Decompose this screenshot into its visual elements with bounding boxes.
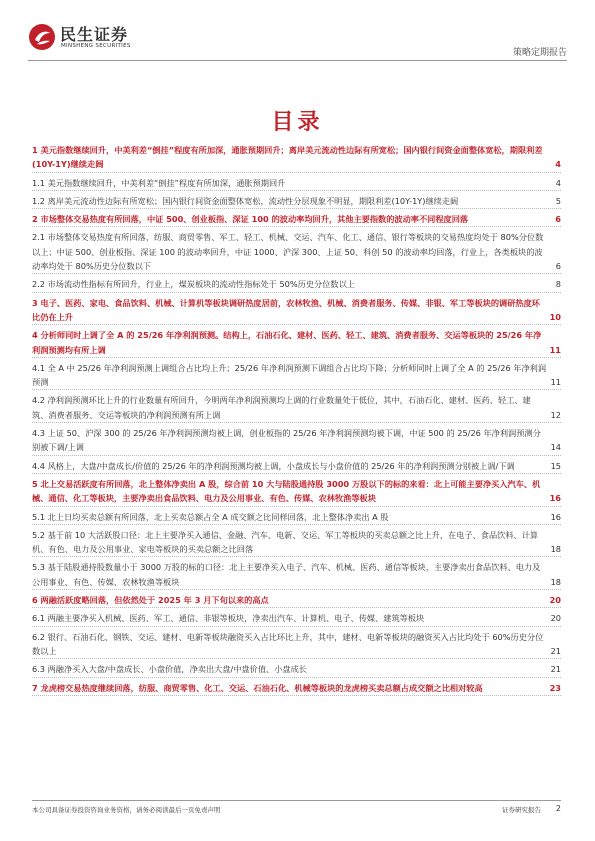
toc-entry-page: 20 <box>550 613 561 624</box>
toc-entry-title: 4.4 风格上，大盘/中盘成长/价值的 25/26 年的净利润预测均被上调，小盘成长与小盘价值的 25/26 年的净利润预测分别被上调/下调 <box>32 460 515 471</box>
logo-chinese-name: 民生证券 <box>60 25 129 44</box>
toc-section-entry[interactable] <box>32 477 561 507</box>
toc-entry-page: 4 <box>555 177 561 188</box>
toc-entry-title: 4 分析师同时上调了全 A 的 25/26 年净利润预测。结构上，石油石化、建材、医药、轻工、建筑、消费者服务、交运等板块的 25/26 年净利润预测均有所上调 <box>32 330 542 355</box>
toc-entry-page: 21 <box>550 664 561 675</box>
toc-entry-title: 5.2 基于前 10 大活跃股口径：北上主要净买入通信、金融、汽车、电新、交运、军工等板块的买卖总额之比上升，在电子、食品饮料、计算机、有色、电力及公用事业、家电等板块的买卖总额之比回落 <box>32 529 539 555</box>
footer-label: 证券研究报告 <box>502 806 541 814</box>
toc-subsection-entry[interactable] <box>32 510 561 525</box>
toc-subsection-entry[interactable] <box>32 528 561 558</box>
toc-entry-page: 21 <box>550 645 561 656</box>
header-divider <box>28 60 567 61</box>
toc-entry-title: 6.1 两融主要净买入机械、医药、军工、通信、非银等板块，净卖出汽车、计算机、电子、传媒、建筑等板块 <box>32 613 425 624</box>
toc-subsection-entry[interactable] <box>32 459 561 474</box>
toc-entry-page: 6 <box>555 261 561 272</box>
toc-entry-page: 11 <box>550 377 561 388</box>
toc-section-entry[interactable] <box>32 681 561 696</box>
toc-entry-page: 10 <box>549 311 561 322</box>
page-header <box>28 20 567 60</box>
toc-entry-page: 16 <box>549 493 561 504</box>
toc-entry-title: 5.3 基于陆股通持股数量小于 3000 万股的标的口径：北上主要净买入电子、汽车、机械、医药、通信等板块，主要净卖出食品饮料、电力及公用事业、有色、传媒、农林牧渔等板块 <box>32 562 541 587</box>
toc-entry-title: 4.2 净利润预测环比上升的行业数量有所回升，今明两年净利润预测均上调的行业数量处于低位，其中，石油石化、建材、医药、轻工、建筑、消费者服务、交运等板块的净利润预测有所上调 <box>32 395 531 420</box>
toc-entry-page: 8 <box>555 279 561 290</box>
page-title: 目录 <box>271 110 324 135</box>
toc-entry-title: 6.3 两融净买入大盘/中盘成长、小盘价值，净卖出大盘/中盘价值、小盘成长 <box>32 664 307 675</box>
logo-english-name: MINSHENG SECURITIES <box>61 43 131 49</box>
toc-section-entry[interactable] <box>32 143 561 173</box>
toc-subsection-entry[interactable] <box>32 176 561 191</box>
toc-entry-title: 7 龙虎榜交易热度继续回落，纺服、商贸零售、化工、交运、石油石化、机械等板块的龙虎榜买卖总额占成交额之比相对较高 <box>32 682 483 693</box>
toc-subsection-entry[interactable] <box>32 277 561 292</box>
toc-entry-title: 3 电子、医药、家电、食品饮料、机械、计算机等板块调研热度居前，农林牧渔、机械、消费者服务、传媒、非银、军工等板块的调研热度环比仍在上升 <box>32 297 540 322</box>
toc-entry-page: 16 <box>550 511 561 522</box>
toc-entry-title: 1 美元指数继续回升，中美利差“倒挂”程度有所加深，通胀预期回升；离岸美元流动性边际有所宽松；国内银行间资金面整体宽松，期限利差(10Y-1Y)继续走阔 <box>32 145 543 170</box>
toc-section-entry[interactable] <box>32 212 561 227</box>
table-of-contents <box>32 143 561 699</box>
toc-entry-title: 2.2 市场流动性指标有所回升，行业上，煤炭板块的流动性指标处于 50%历史分位数以上 <box>32 279 355 290</box>
toc-entry-title: 1.2 离岸美元流动性边际有所宽松；国内银行间资金面整体宽松，流动性分层现象不明显，期限利差(10Y-1Y)继续走阔 <box>32 195 459 206</box>
toc-entry-title: 6.2 银行、石油石化、钢铁、交运、建材、电新等板块融资买入占比环比上升，其中，建材、电新等板块的融资买入占比均处于 60%历史分位数以上 <box>32 631 544 656</box>
toc-entry-page: 6 <box>555 214 561 225</box>
toc-entry-page: 18 <box>550 576 561 587</box>
footer-disclaimer: 本公司具备证券投资咨询业务资格，请务必阅读最后一页免责声明 <box>32 806 221 814</box>
toc-section-entry[interactable] <box>32 593 561 608</box>
toc-subsection-entry[interactable] <box>32 662 561 677</box>
toc-entry-title: 2 市场整体交易热度有所回落，中证 500、创业板指、深证 100 的波动率均回升，其他主要指数的波动率不同程度回落 <box>32 214 469 225</box>
toc-entry-page: 15 <box>550 460 561 471</box>
toc-subsection-entry[interactable] <box>32 426 561 456</box>
toc-entry-title: 2.1 市场整体交易热度有所回落，纺服、商贸零售、军工、轻工、机械、交运、汽车、化工、通信、银行等板块的交易热度均处于 80%分位数以上；中证 500、创业板指、深证 100 的波动率回升，中证 1000、沪深 300、上证 50、科创 50 的波动率均回落，行业上，各类板块的波动率均处于 80%历史分位数以下 <box>32 232 544 272</box>
toc-entry-title: 1.1 美元指数继续回升，中美利差“倒挂”程度有所加深，通胀预期回升 <box>32 177 286 188</box>
toc-entry-page: 11 <box>549 344 561 355</box>
footer-divider <box>32 800 561 801</box>
toc-entry-title: 4.1 全 A 中 25/26 年净利润预测上调组合占比均上升；25/26 年净利润预测下调组合占比均下降；分析师同时上调了全 A 的 25/26 年净利润预测 <box>32 362 547 388</box>
toc-subsection-entry[interactable] <box>32 560 561 590</box>
toc-subsection-entry[interactable] <box>32 630 561 660</box>
toc-entry-title: 5 北上交易活跃度有所回落，北上整体净卖出 A 股，综合前 10 大与陆股通持股 3000 万股以下的标的来看：北上可能主要净买入汽车、机械、通信、化工等板块，主要净卖出食品饮料、电力及公用事业、有色、传媒、农林牧渔等板块 <box>32 478 541 504</box>
toc-entry-page: 14 <box>550 442 561 453</box>
toc-entry-page: 4 <box>555 159 561 170</box>
toc-subsection-entry[interactable] <box>32 393 561 423</box>
toc-entry-title: 4.3 上证 50、沪深 300 的 25/26 年净利润预测均被上调，创业板指的 25/26 年净利润预测均被下调，中证 500 的 25/26 年净利润预测分别被下调/上调 <box>32 428 541 453</box>
toc-entry-page: 18 <box>550 544 561 555</box>
minsheng-logo-icon <box>28 23 56 51</box>
toc-subsection-entry[interactable] <box>32 611 561 626</box>
report-type-label: 策略定期报告 <box>512 48 567 58</box>
toc-entry-page: 20 <box>549 595 561 606</box>
toc-subsection-entry[interactable] <box>32 194 561 209</box>
toc-subsection-entry[interactable] <box>32 230 561 274</box>
toc-entry-title: 5.1 北上日均买卖总额有所回落，北上买卖总额占全 A 成交额之比同样回落，北上整体净卖出 A 股 <box>32 511 389 522</box>
toc-entry-title: 6 两融活跃度略回落，但依然处于 2025 年 3 月下旬以来的高点 <box>32 595 269 606</box>
company-logo <box>28 20 178 56</box>
toc-section-entry[interactable] <box>32 296 561 326</box>
toc-entry-page: 12 <box>550 409 561 420</box>
toc-entry-page: 5 <box>555 195 561 206</box>
toc-subsection-entry[interactable] <box>32 361 561 391</box>
toc-entry-page: 23 <box>549 682 561 693</box>
toc-section-entry[interactable] <box>32 328 561 358</box>
page-number: 2 <box>555 804 561 813</box>
